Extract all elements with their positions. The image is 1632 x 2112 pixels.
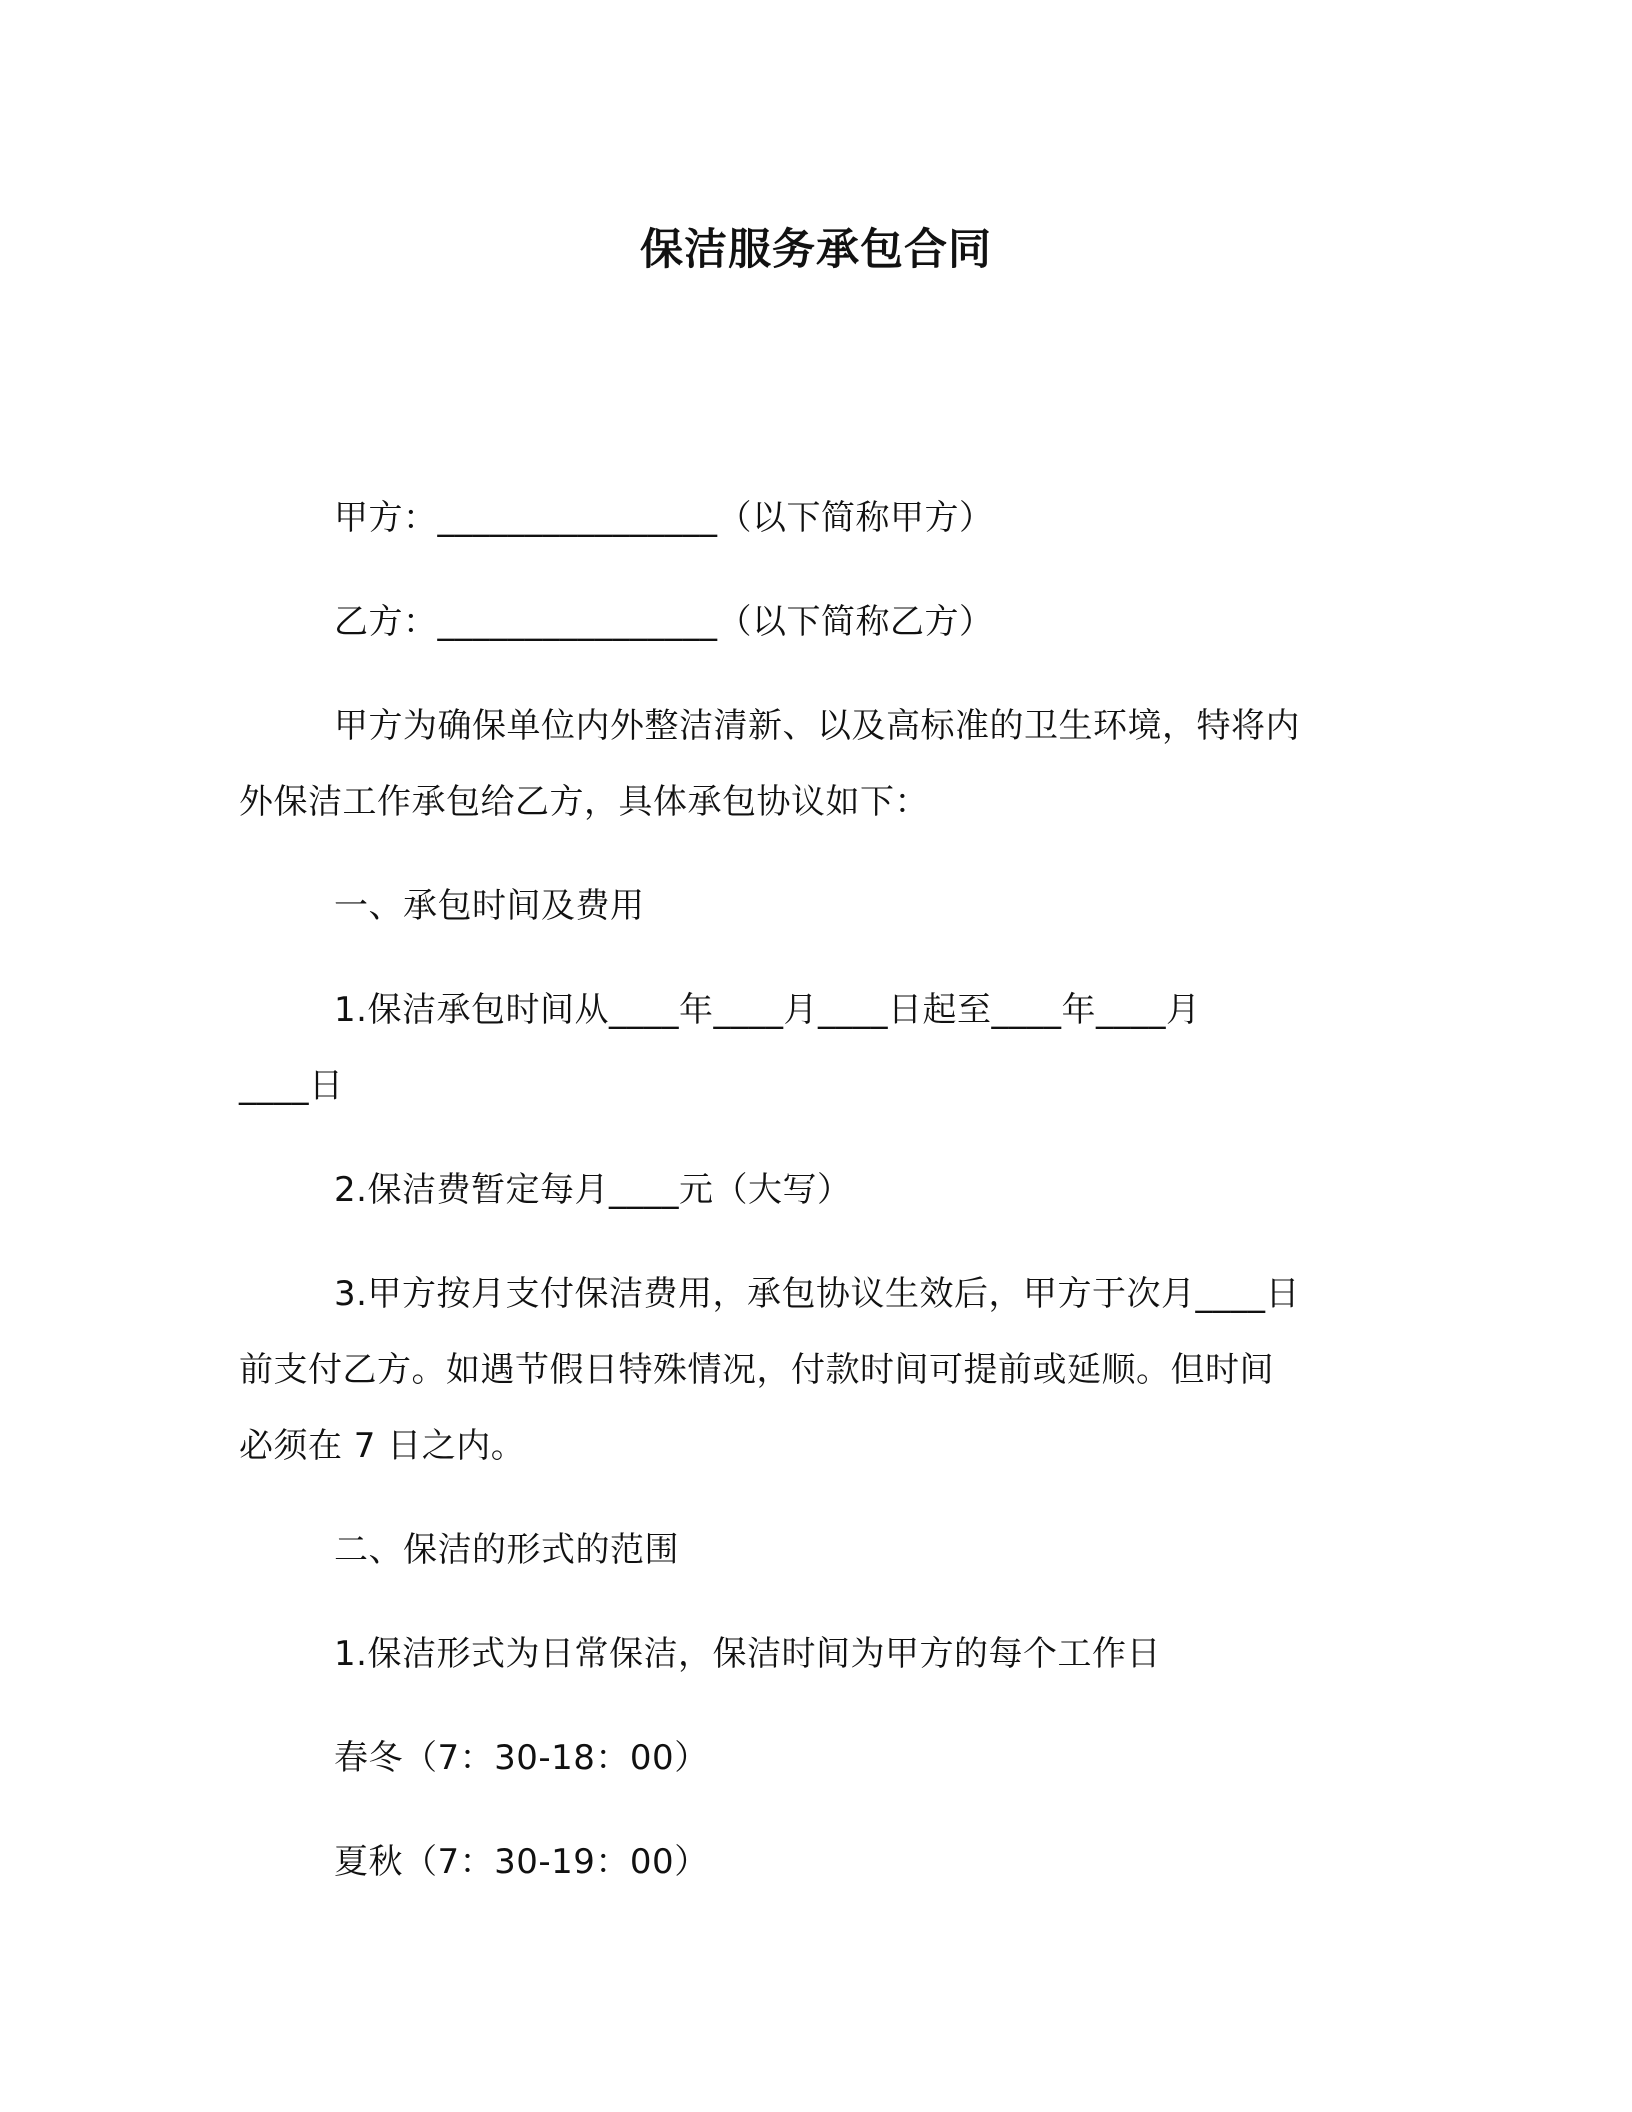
intro-line-1: 甲方为确保单位内外整洁清新、以及高标准的卫生环境，特将内 <box>334 706 1300 746</box>
intro-line-2: 外保洁工作承包给乙方，具体承包协议如下： <box>239 782 929 822</box>
s1-item-2: 2.保洁费暂定每月____元（大写） <box>334 1170 852 1210</box>
s2-item-1: 1.保洁形式为日常保洁，保洁时间为甲方的每个工作日 <box>334 1634 1161 1674</box>
s1-item-3-line-1: 3.甲方按月支付保洁费用，承包协议生效后，甲方于次月____日 <box>334 1274 1300 1314</box>
section-2-heading: 二、保洁的形式的范围 <box>334 1530 679 1570</box>
summer-autumn-hours: 夏秋（7：30-19：00） <box>334 1842 709 1882</box>
s1-item-3-line-2: 前支付乙方。如遇节假日特殊情况，付款时间可提前或延顺。但时间 <box>239 1350 1274 1390</box>
party-a-line: 甲方：________________（以下简称甲方） <box>334 498 994 538</box>
section-1-heading: 一、承包时间及费用 <box>334 886 645 926</box>
s1-item-3-line-3: 必须在 7 日之内。 <box>239 1426 526 1466</box>
s1-item-1-line-1: 1.保洁承包时间从____年____月____日起至____年____月 <box>334 990 1201 1030</box>
document-title: 保洁服务承包合同 <box>640 225 992 275</box>
party-b-line: 乙方：________________（以下简称乙方） <box>334 602 994 642</box>
s1-item-1-line-2: ____日 <box>239 1066 344 1106</box>
spring-winter-hours: 春冬（7：30-18：00） <box>334 1738 709 1778</box>
